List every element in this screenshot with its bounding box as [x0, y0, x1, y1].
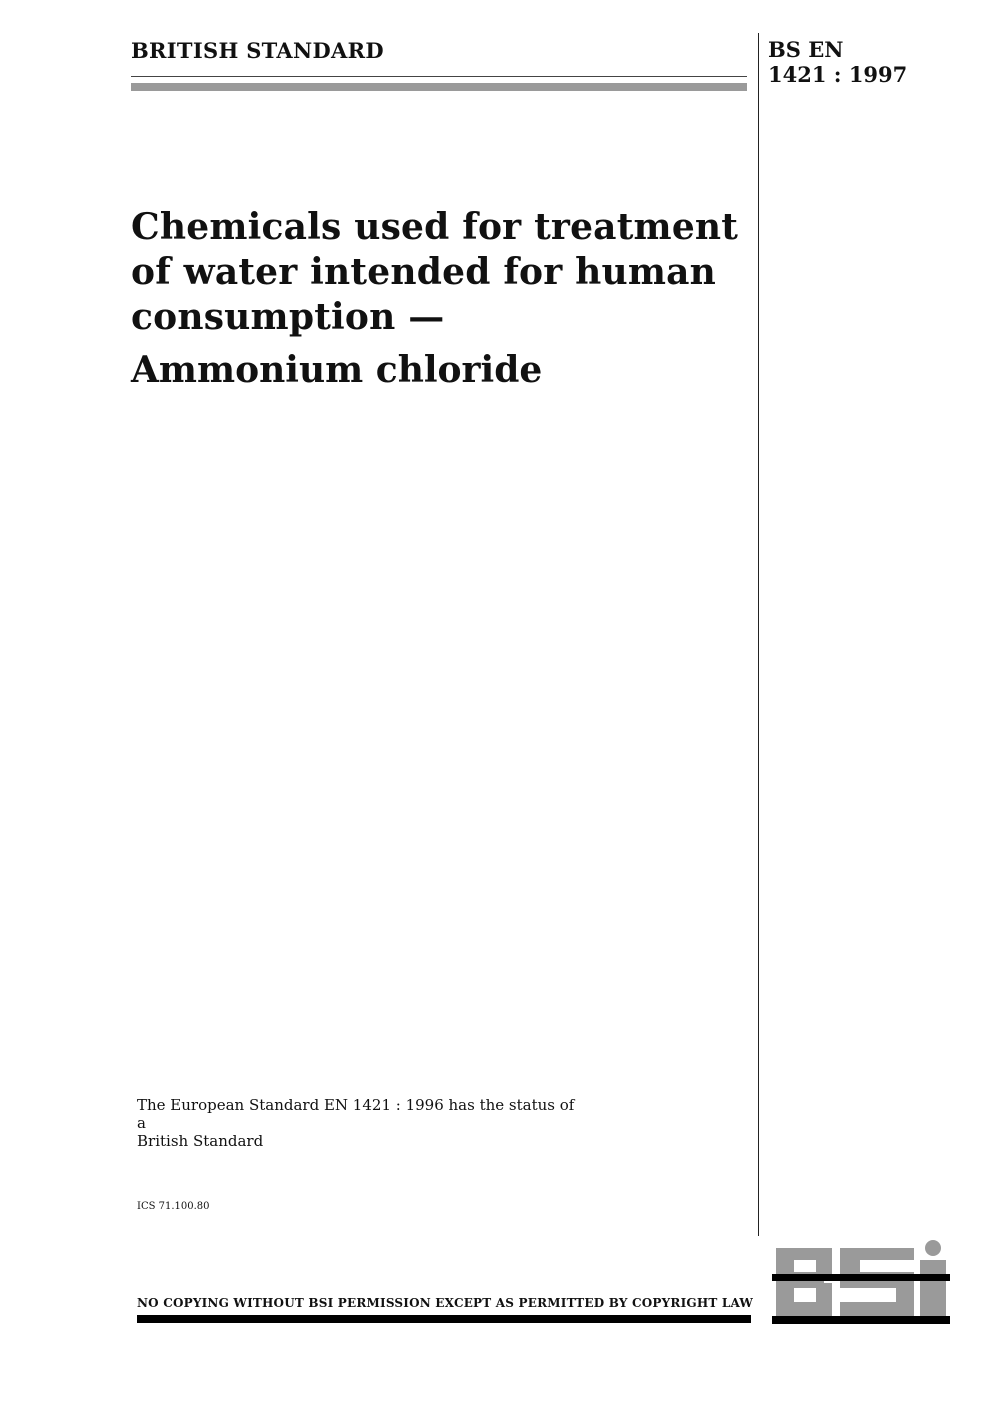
document-number — [768, 37, 907, 87]
vertical-divider — [758, 33, 759, 1236]
header-rule-thick — [131, 83, 747, 91]
standard-type-label: BRITISH STANDARD — [131, 38, 384, 63]
status-note — [137, 1096, 587, 1150]
title-line-2: of water intended for human — [131, 251, 717, 293]
bsi-logo — [772, 1240, 950, 1324]
document-number-line2: 1421 : 1997 — [768, 62, 908, 87]
footer-rule — [137, 1315, 751, 1323]
document-subtitle: Ammonium chloride — [131, 349, 543, 391]
copyright-notice: NO COPYING WITHOUT BSI PERMISSION EXCEPT AS PERMITTED BY COPYRIGHT LAW — [137, 1296, 754, 1310]
ics-code: ICS 71.100.80 — [137, 1201, 210, 1212]
document-number-line1: BS EN — [768, 37, 844, 62]
header-rule-thin — [131, 76, 747, 77]
status-note-line2: British Standard — [137, 1132, 264, 1150]
status-note-line1: The European Standard EN 1421 : 1996 has the status of a — [137, 1096, 575, 1132]
title-line-1: Chemicals used for treatment — [131, 206, 739, 248]
title-line-3: consumption — — [131, 296, 445, 338]
document-title — [131, 205, 746, 393]
